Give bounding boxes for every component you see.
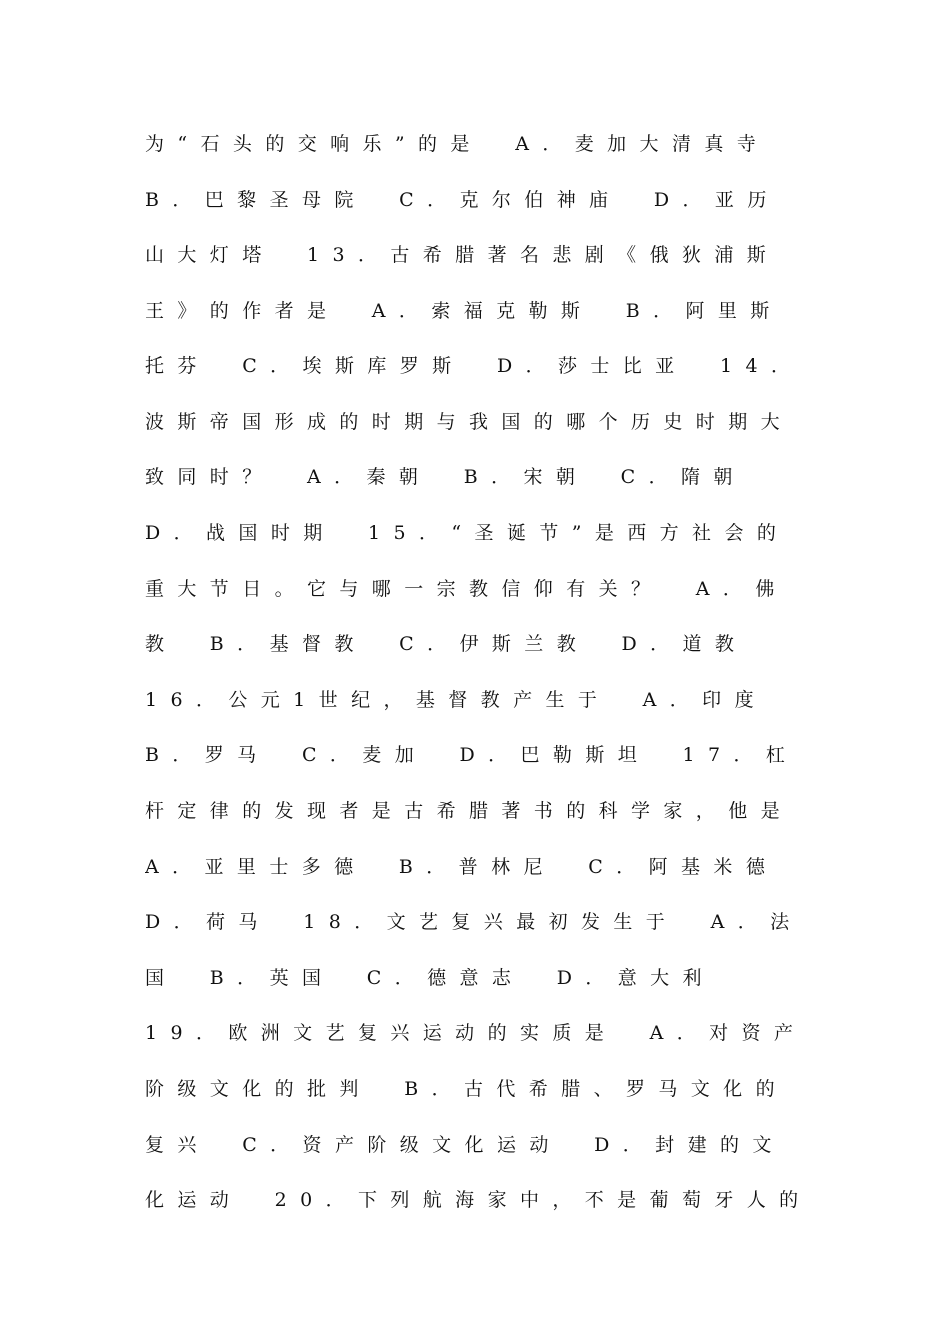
text-line: 重大节日。它与哪一宗教信仰有关？ A．佛 [145,578,788,600]
text-line: 杆定律的发现者是古希腊著书的科学家，他是 [145,800,794,822]
text-line: 为“石头的交响乐”的是 A．麦加大清真寺 [145,133,770,155]
text-line: 托芬 C．埃斯库罗斯 D．莎士比亚 14． [145,355,804,377]
text-line: 致同时？ A．秦朝 B．宋朝 C．隋朝 [145,466,746,488]
text-line: 王》的作者是 A．索福克勒斯 B．阿里斯 [145,300,783,322]
text-line: 国 B．英国 C．德意志 D．意大利 [145,967,715,989]
text-line: 波斯帝国形成的时期与我国的哪个历史时期大 [145,411,794,433]
text-line: 教 B．基督教 C．伊斯兰教 D．道教 [145,633,748,655]
text-line: D．战国时期 15．“圣诞节”是西方社会的 [145,522,790,544]
text-line: B．罗马 C．麦加 D．巴勒斯坦 17．杠 [145,744,799,766]
text-line: D．荷马 18．文艺复兴最初发生于 A．法 [145,911,803,933]
text-line: 山大灯塔 13．古希腊著名悲剧《俄狄浦斯 [145,244,780,266]
text-line: 阶级文化的批判 B．古代希腊、罗马文化的 [145,1078,788,1100]
text-line: 16．公元1世纪，基督教产生于 A．印度 [145,689,767,711]
text-line: 化运动 20．下列航海家中，不是葡萄牙人的 [145,1189,812,1211]
text-line: 复兴 C．资产阶级文化运动 D．封建的文 [145,1134,785,1156]
text-line: B．巴黎圣母院 C．克尔伯神庙 D．亚历 [145,189,780,211]
text-line: 19．欧洲文艺复兴运动的实质是 A．对资产 [145,1022,807,1044]
text-line: A．亚里士多德 B．普林尼 C．阿基米德 [145,856,779,878]
